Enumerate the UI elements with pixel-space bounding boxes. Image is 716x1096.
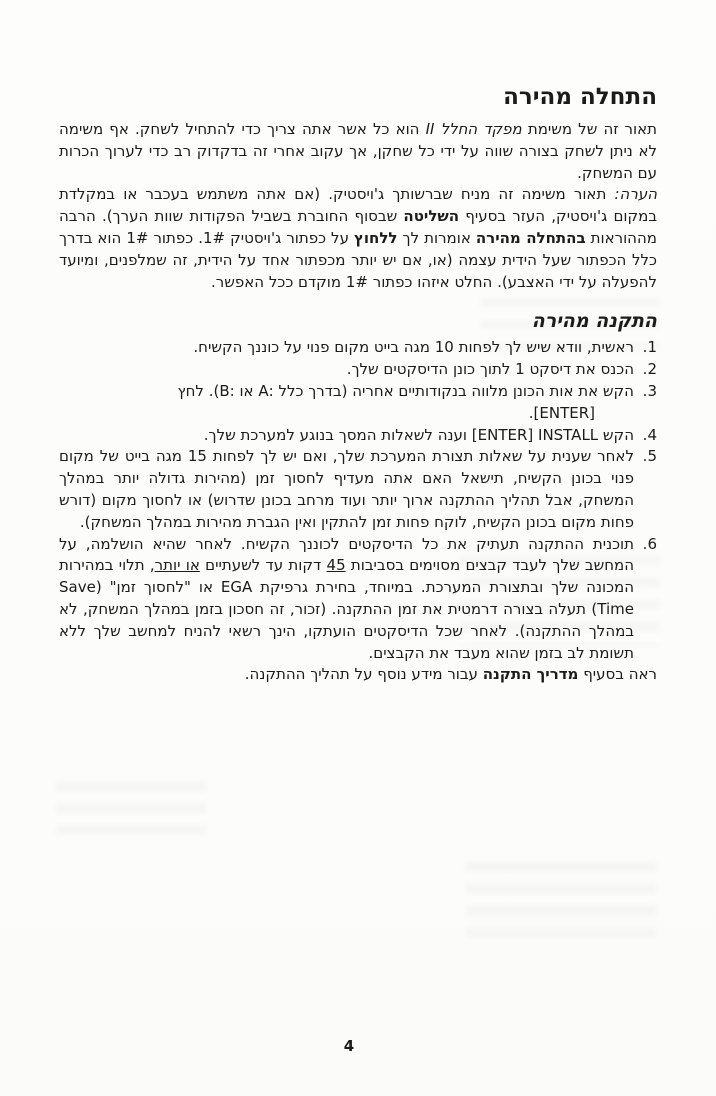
quick-install-heading: התקנה מהירה [531,310,657,333]
step-text: הכנס את דיסקט 1 לתוך כונן הדיסקטים שלך. [346,360,634,379]
step-text: הקש את אות הכונן מלווה בנקודותיים אחריה (בדרך כלל :A או :B). לחץ [177,381,634,400]
step-text: תוכנית ההתקנה תעתיק את כל הדיסקטים לכוננך הקשיח. לאחר שהיא הושלמה, על המחשב שלך לעבד קבצים מסוימים בסביבות [59,534,634,575]
note-label: הערה: [614,185,657,204]
install-step-4 [59,425,657,447]
install-step-5 [59,446,657,533]
note-text: שבסוף החוברת בשביל הפקודות שוות הערך). הרבה מההוראות [59,207,657,247]
see-also-text: ראה בסעיף [578,665,657,684]
enter-key-token: [ENTER]. [528,403,595,422]
step-number: 3. [642,381,657,400]
step-number: 2. [642,360,657,379]
step-number: 5. [642,447,657,466]
step-number: 4. [642,425,657,444]
page-number: 4 [343,1037,355,1055]
bleedthrough-smudge [56,782,206,834]
step-number: 6. [642,534,657,553]
intro-text: הוא כל אשר אתה צריך כדי להתחיל לשחק. אף משימה לא ניתן לשחק בצורה שווה על ידי כל שחקן, אך עקוב אחרי זה בדקדוק רב כדי לערוך הכרות עם המשחק. [59,120,657,182]
install-step-6 [59,534,657,665]
note-text: על כפתור ג'ויסטיק 1#. כפתור 1# הוא בדרך כלל הכפתור שעל הידית עצמה (או, אם יש יותר מכפתור אחד על הידית, זה שמלפנים, ומיועד להפעלה על ידי האצבע). החלט איזהו כפתור 1# מוקדם ככל האפשר. [59,228,657,291]
note-paragraph [59,184,657,293]
quick-start-ref: בהתחלה מהירה [475,228,586,247]
step-text: לאחר שענית על שאלות תצורת המערכת שלך, ואם יש לך לפחות 15 מגה בייט של מקום פנוי בכונן הקשיח, תישאל האם אתה מעדיף לחסוך זמן (מהירות גדולה יותר במהלך המשחק, אבל תהליך ההתקנה ארוך יותר ועוד מרחב בכונן שדרוש) או לחסוך מקום (דורש פחות מקום בכונן הקשיח, לוקח פחות זמן להתקין ואין הגברת מהירות במהלך המשחק). [59,447,634,531]
quick-start-heading: התחלה מהירה [503,84,657,110]
note-text: תאור משימה זה מניח שברשותך ג'ויסטיק. (אם אתה משתמש בעכבר או במקלדת במקום ג'ויסטיק, העזר בסעיף [59,185,658,226]
install-step-2 [59,359,657,381]
control-section-ref: השליטה [403,207,460,226]
step-text: ראשית, וודא שיש לך לפחות 10 מגה בייט מקום פנוי על כוננך הקשיח. [193,338,634,357]
page-content [59,84,657,686]
step-number: 1. [642,338,657,357]
step-text: הקש INSTALL‏ [ENTER] וענה לשאלות המסך בנוגע למערכת שלך. [203,425,634,444]
intro-paragraph [59,119,657,184]
install-guide-ref: מדריך התקנה [482,665,579,684]
bleedthrough-smudge [466,862,656,942]
install-step-3 [59,381,657,425]
intro-text: תאור זה של משימת [521,120,657,138]
press-emphasis: ללחוץ [353,228,398,247]
note-text: אומרות לך [397,228,476,247]
duration-45-underlined: 45 [326,556,346,575]
or-more-underlined: או יותר [154,556,200,575]
see-also-note [59,664,657,686]
see-also-text: עבור מידע נוסף על תהליך ההתקנה. [244,665,483,684]
install-step-1 [59,337,657,359]
step-text: דקות עד לשעתיים [199,556,327,575]
game-title-italic: מפקד החלל II [425,120,522,138]
step-text: , תלוי במהירות המכונה שלך ובתצורת המערכת. במיוחד, בחירת גרפיקת EGA או "לחסוך זמן" (Save Time) תעלה בצורה דרמטית את זמן ההתקנה. (זכור, זה חסכון בזמן במהלך המשחק, לא במהלך ההתקנה). לאחר שכל הדיסקטים הועתקו, הינך רשאי להניח למחשב שלך ללא תשומת לב בזמן שהוא מעבד את הקבצים. [59,556,634,662]
